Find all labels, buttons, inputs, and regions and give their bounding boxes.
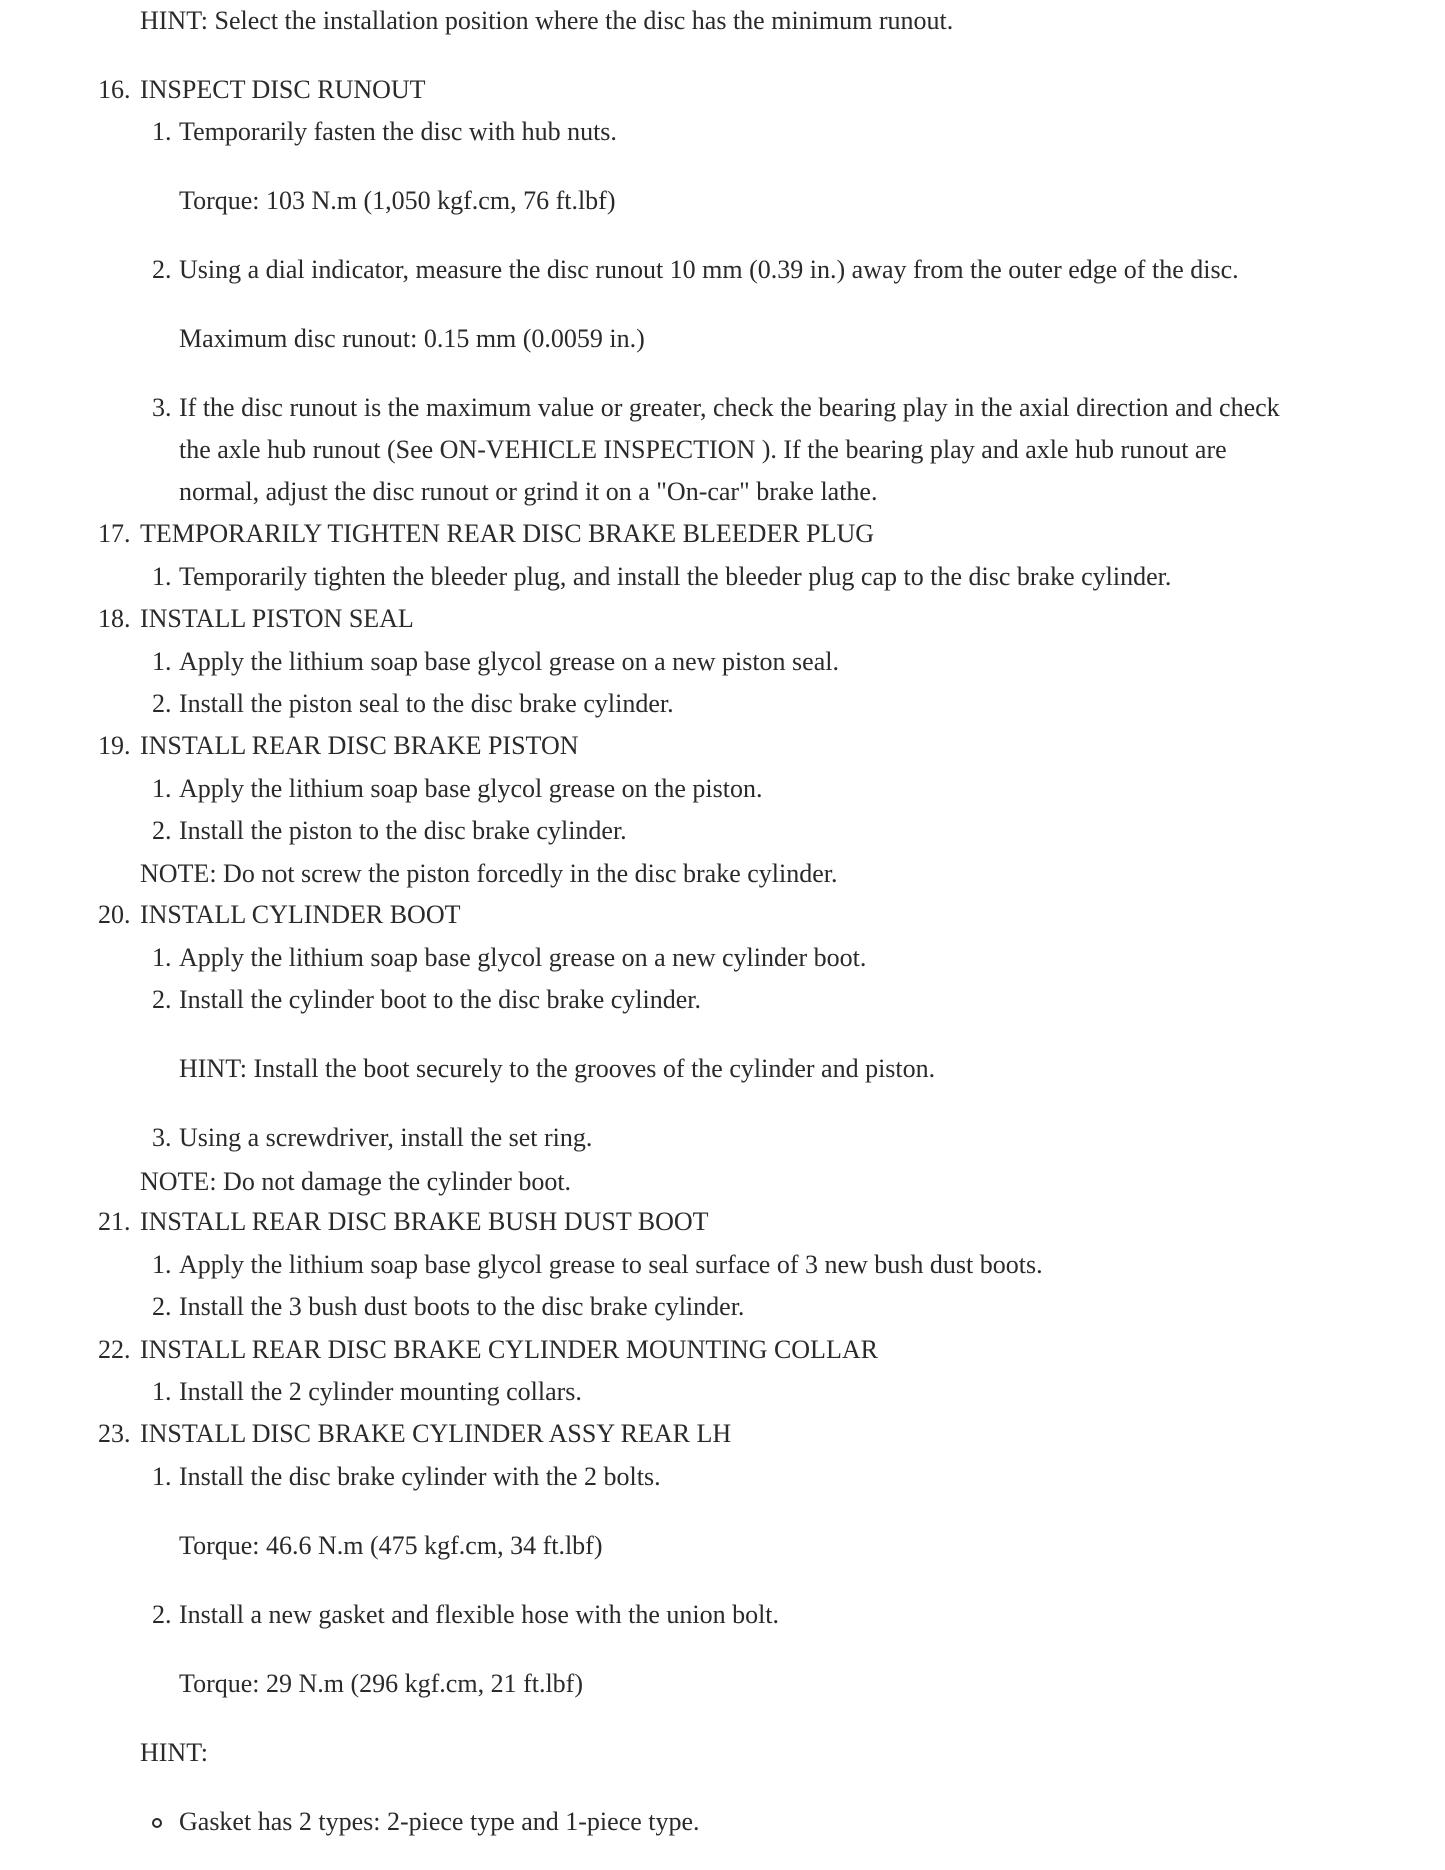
s22-step1-number: 1. <box>152 1377 172 1406</box>
section-22-title: INSTALL REAR DISC BRAKE CYLINDER MOUNTING COLLAR <box>140 1335 878 1364</box>
s18-step2-text: Install the piston seal to the disc brake cylinder. <box>179 689 674 718</box>
s20-hint: HINT: Install the boot securely to the grooves of the cylinder and piston. <box>179 1054 936 1083</box>
s18-step1-number: 1. <box>152 647 172 676</box>
section-21-title: INSTALL REAR DISC BRAKE BUSH DUST BOOT <box>140 1207 709 1236</box>
s16-torque: Torque: 103 N.m (1,050 kgf.cm, 76 ft.lbf) <box>179 186 616 215</box>
s19-step2-text: Install the piston to the disc brake cylinder. <box>179 816 627 845</box>
section-17-title: TEMPORARILY TIGHTEN REAR DISC BRAKE BLEEDER PLUG <box>140 519 875 548</box>
s20-step1-number: 1. <box>152 943 172 972</box>
s23-torque2: Torque: 29 N.m (296 kgf.cm, 21 ft.lbf) <box>179 1669 583 1698</box>
s16-step1-number: 1. <box>152 117 172 146</box>
section-20-number: 20. <box>98 900 131 929</box>
s19-step1-text: Apply the lithium soap base glycol grease on the piston. <box>179 774 763 803</box>
s16-step3-line3: normal, adjust the disc runout or grind it on a "On-car" brake lathe. <box>179 477 878 506</box>
s23-step2-number: 2. <box>152 1600 172 1629</box>
section-19-title: INSTALL REAR DISC BRAKE PISTON <box>140 731 579 760</box>
s23-step1-text: Install the disc brake cylinder with the 2 bolts. <box>179 1462 661 1491</box>
section-19-number: 19. <box>98 731 131 760</box>
s16-step3-number: 3. <box>152 393 172 422</box>
s21-step1-number: 1. <box>152 1250 172 1279</box>
section-17-number: 17. <box>98 519 131 548</box>
section-16-title: INSPECT DISC RUNOUT <box>140 75 426 104</box>
s16-step2-text: Using a dial indicator, measure the disc runout 10 mm (0.39 in.) away from the outer edge of the disc. <box>179 255 1239 284</box>
s20-step2-number: 2. <box>152 985 172 1014</box>
section-18-title: INSTALL PISTON SEAL <box>140 604 414 633</box>
s23-hint-label: HINT: <box>140 1738 209 1767</box>
s20-note: NOTE: Do not damage the cylinder boot. <box>140 1167 572 1196</box>
section-16-number: 16. <box>98 75 131 104</box>
section-20-title: INSTALL CYLINDER BOOT <box>140 900 461 929</box>
s21-step1-text: Apply the lithium soap base glycol grease to seal surface of 3 new bush dust boots. <box>179 1250 1043 1279</box>
s16-max-runout: Maximum disc runout: 0.15 mm (0.0059 in.) <box>179 324 645 353</box>
s20-step3-text: Using a screwdriver, install the set ring. <box>179 1123 593 1152</box>
s16-step1-text: Temporarily fasten the disc with hub nuts. <box>179 117 617 146</box>
section-22-number: 22. <box>98 1335 131 1364</box>
section-23-title: INSTALL DISC BRAKE CYLINDER ASSY REAR LH <box>140 1419 732 1448</box>
s16-step3-line2: the axle hub runout (See ON-VEHICLE INSPECTION ). If the bearing play and axle hub runout are <box>179 435 1227 464</box>
s20-step2-text: Install the cylinder boot to the disc brake cylinder. <box>179 985 702 1014</box>
top-hint: HINT: Select the installation position where the disc has the minimum runout. <box>140 6 954 35</box>
s23-bullet1-text: Gasket has 2 types: 2-piece type and 1-piece type. <box>179 1807 700 1836</box>
s16-step3-line1: If the disc runout is the maximum value or greater, check the bearing play in the axial direction and check <box>179 393 1280 422</box>
s19-step1-number: 1. <box>152 774 172 803</box>
section-18-number: 18. <box>98 604 131 633</box>
s20-step3-number: 3. <box>152 1123 172 1152</box>
s18-step1-text: Apply the lithium soap base glycol grease on a new piston seal. <box>179 647 839 676</box>
s21-step2-text: Install the 3 bush dust boots to the disc brake cylinder. <box>179 1292 745 1321</box>
s17-step1-text: Temporarily tighten the bleeder plug, and install the bleeder plug cap to the disc brake cylinder. <box>179 562 1172 591</box>
s19-step2-number: 2. <box>152 816 172 845</box>
s19-note: NOTE: Do not screw the piston forcedly in the disc brake cylinder. <box>140 859 838 888</box>
s21-step2-number: 2. <box>152 1292 172 1321</box>
s23-step1-number: 1. <box>152 1462 172 1491</box>
section-21-number: 21. <box>98 1207 131 1236</box>
s23-torque1: Torque: 46.6 N.m (475 kgf.cm, 34 ft.lbf) <box>179 1531 603 1560</box>
section-23-number: 23. <box>98 1419 131 1448</box>
s20-step1-text: Apply the lithium soap base glycol grease on a new cylinder boot. <box>179 943 867 972</box>
s16-step2-number: 2. <box>152 255 172 284</box>
s22-step1-text: Install the 2 cylinder mounting collars. <box>179 1377 582 1406</box>
s23-step2-text: Install a new gasket and flexible hose with the union bolt. <box>179 1600 780 1629</box>
s18-step2-number: 2. <box>152 689 172 718</box>
s17-step1-number: 1. <box>152 562 172 591</box>
hollow-bullet-icon <box>152 1818 162 1828</box>
